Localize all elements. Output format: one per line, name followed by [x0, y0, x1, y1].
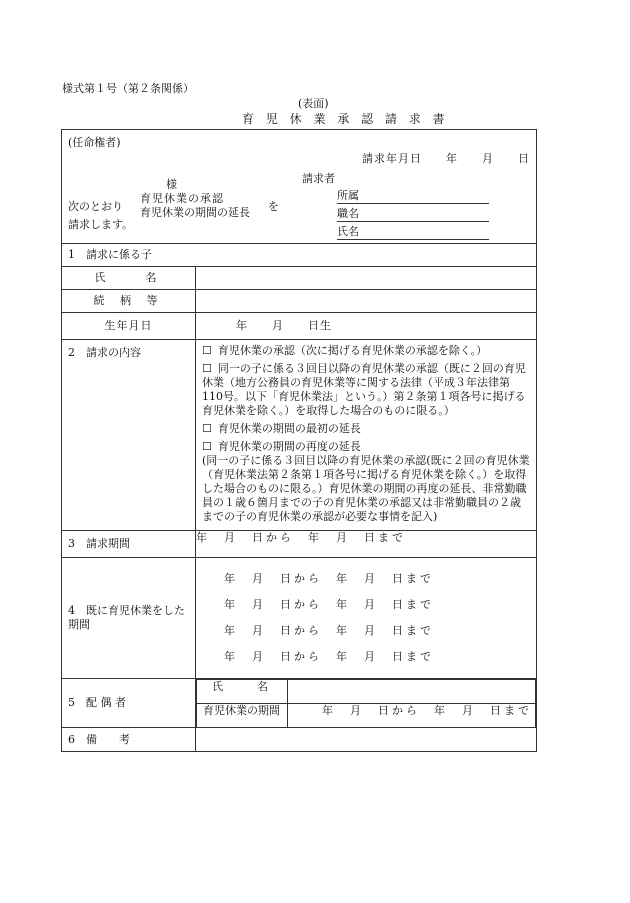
spouse-period-label: 育児休業の期間	[197, 704, 288, 728]
past-period-4[interactable]: 年 月 日から 年 月 日まで	[224, 650, 434, 663]
checkbox-icon[interactable]: ☐	[202, 362, 212, 375]
child-name-value[interactable]	[196, 267, 537, 290]
form-number: 様式第１号（第２条関係）	[62, 82, 194, 95]
field-title[interactable]: 職名	[337, 207, 489, 222]
remarks-value[interactable]	[196, 728, 537, 752]
option-4[interactable]: ☐ 育児休業の期間の再度の延長	[202, 440, 361, 453]
option-1[interactable]: ☐ 育児休業の承認（次に掲げる育児休業の承認を除く。）	[202, 344, 488, 357]
wo-particle: を	[268, 200, 279, 213]
form-title: 育 児 休 業 承 認 請 求 書	[242, 112, 449, 126]
checkbox-icon[interactable]: ☐	[202, 422, 212, 435]
checkbox-icon[interactable]: ☐	[202, 440, 212, 453]
intro-text: 次のとおり	[68, 200, 123, 213]
past-period-1[interactable]: 年 月 日から 年 月 日まで	[224, 572, 434, 585]
section4-label: 4 既に育児休業をした期間	[62, 558, 196, 679]
section5-content	[196, 679, 537, 728]
section3-label: 3 請求期間	[62, 531, 196, 558]
section2-content	[196, 340, 537, 531]
option-3[interactable]: ☐ 育児休業の期間の最初の延長	[202, 422, 361, 435]
past-period-2[interactable]: 年 月 日から 年 月 日まで	[224, 598, 434, 611]
child-birthdate-label: 生年月日	[62, 313, 196, 340]
requester-label: 請求者	[302, 172, 335, 185]
child-birthdate-value[interactable]: 年 月 日生	[196, 313, 537, 340]
child-relation-label: 続 柄 等	[62, 290, 196, 313]
spouse-table	[196, 679, 536, 727]
option-extension: 育児休業の期間の延長	[140, 206, 250, 219]
field-name[interactable]: 氏名	[337, 225, 489, 240]
checkbox-icon[interactable]: ☐	[202, 344, 212, 357]
request-form-table	[61, 129, 537, 752]
spouse-period-value[interactable]: 年 月 日から 年 月 日まで	[288, 704, 536, 728]
section1-title: 1 請求に係る子	[62, 244, 537, 267]
request-period[interactable]: 年 月 日から 年 月 日まで	[196, 531, 537, 558]
side-label: (表面)	[298, 97, 329, 110]
section6-label: 6 備 考	[62, 728, 196, 752]
option-4-note: (同一の子に係る３回目以降の育児休業の承認(既に２回の育児休業（育児休業法第２条第１項各号に掲げる育児休業を除く。）を取得した場合のものに限る。）育児休業の期間の再度の延長、非常勤職員の１歳６箇月までの子の育児休業の承認又は非常勤職員の２歳までの子の育児休業の承認が必要な事情を記入)	[202, 454, 530, 523]
spouse-name-label: 氏 名	[197, 680, 288, 704]
option-2[interactable]: ☐ 同一の子に係る３回目以降の育児休業の承認（既に２回の育児休業（地方公務員の育児休業等に関する法律（平成３年法律第110号。以下「育児休業法」という。）第２条第１項各号に掲げる育児休業を除く。）を取得した場合のものに限る。）	[202, 362, 526, 417]
past-period-3[interactable]: 年 月 日から 年 月 日まで	[224, 624, 434, 637]
appointer-label: (任命権者)	[68, 136, 121, 149]
option-approval: 育児休業の承認	[140, 192, 224, 205]
child-name-label: 氏 名	[62, 267, 196, 290]
closing-text: 請求します。	[68, 218, 134, 231]
request-header-box	[62, 130, 537, 244]
section5-label: 5 配 偶 者	[62, 679, 196, 728]
child-relation-value[interactable]	[196, 290, 537, 313]
field-affiliation[interactable]: 所属	[337, 189, 489, 204]
honorific: 様	[166, 178, 177, 191]
section4-periods	[196, 558, 537, 679]
request-date[interactable]: 請求年月日 年 月 日	[362, 152, 530, 165]
section2-label: 2 請求の内容	[62, 340, 196, 531]
spouse-name-value[interactable]	[288, 680, 536, 704]
